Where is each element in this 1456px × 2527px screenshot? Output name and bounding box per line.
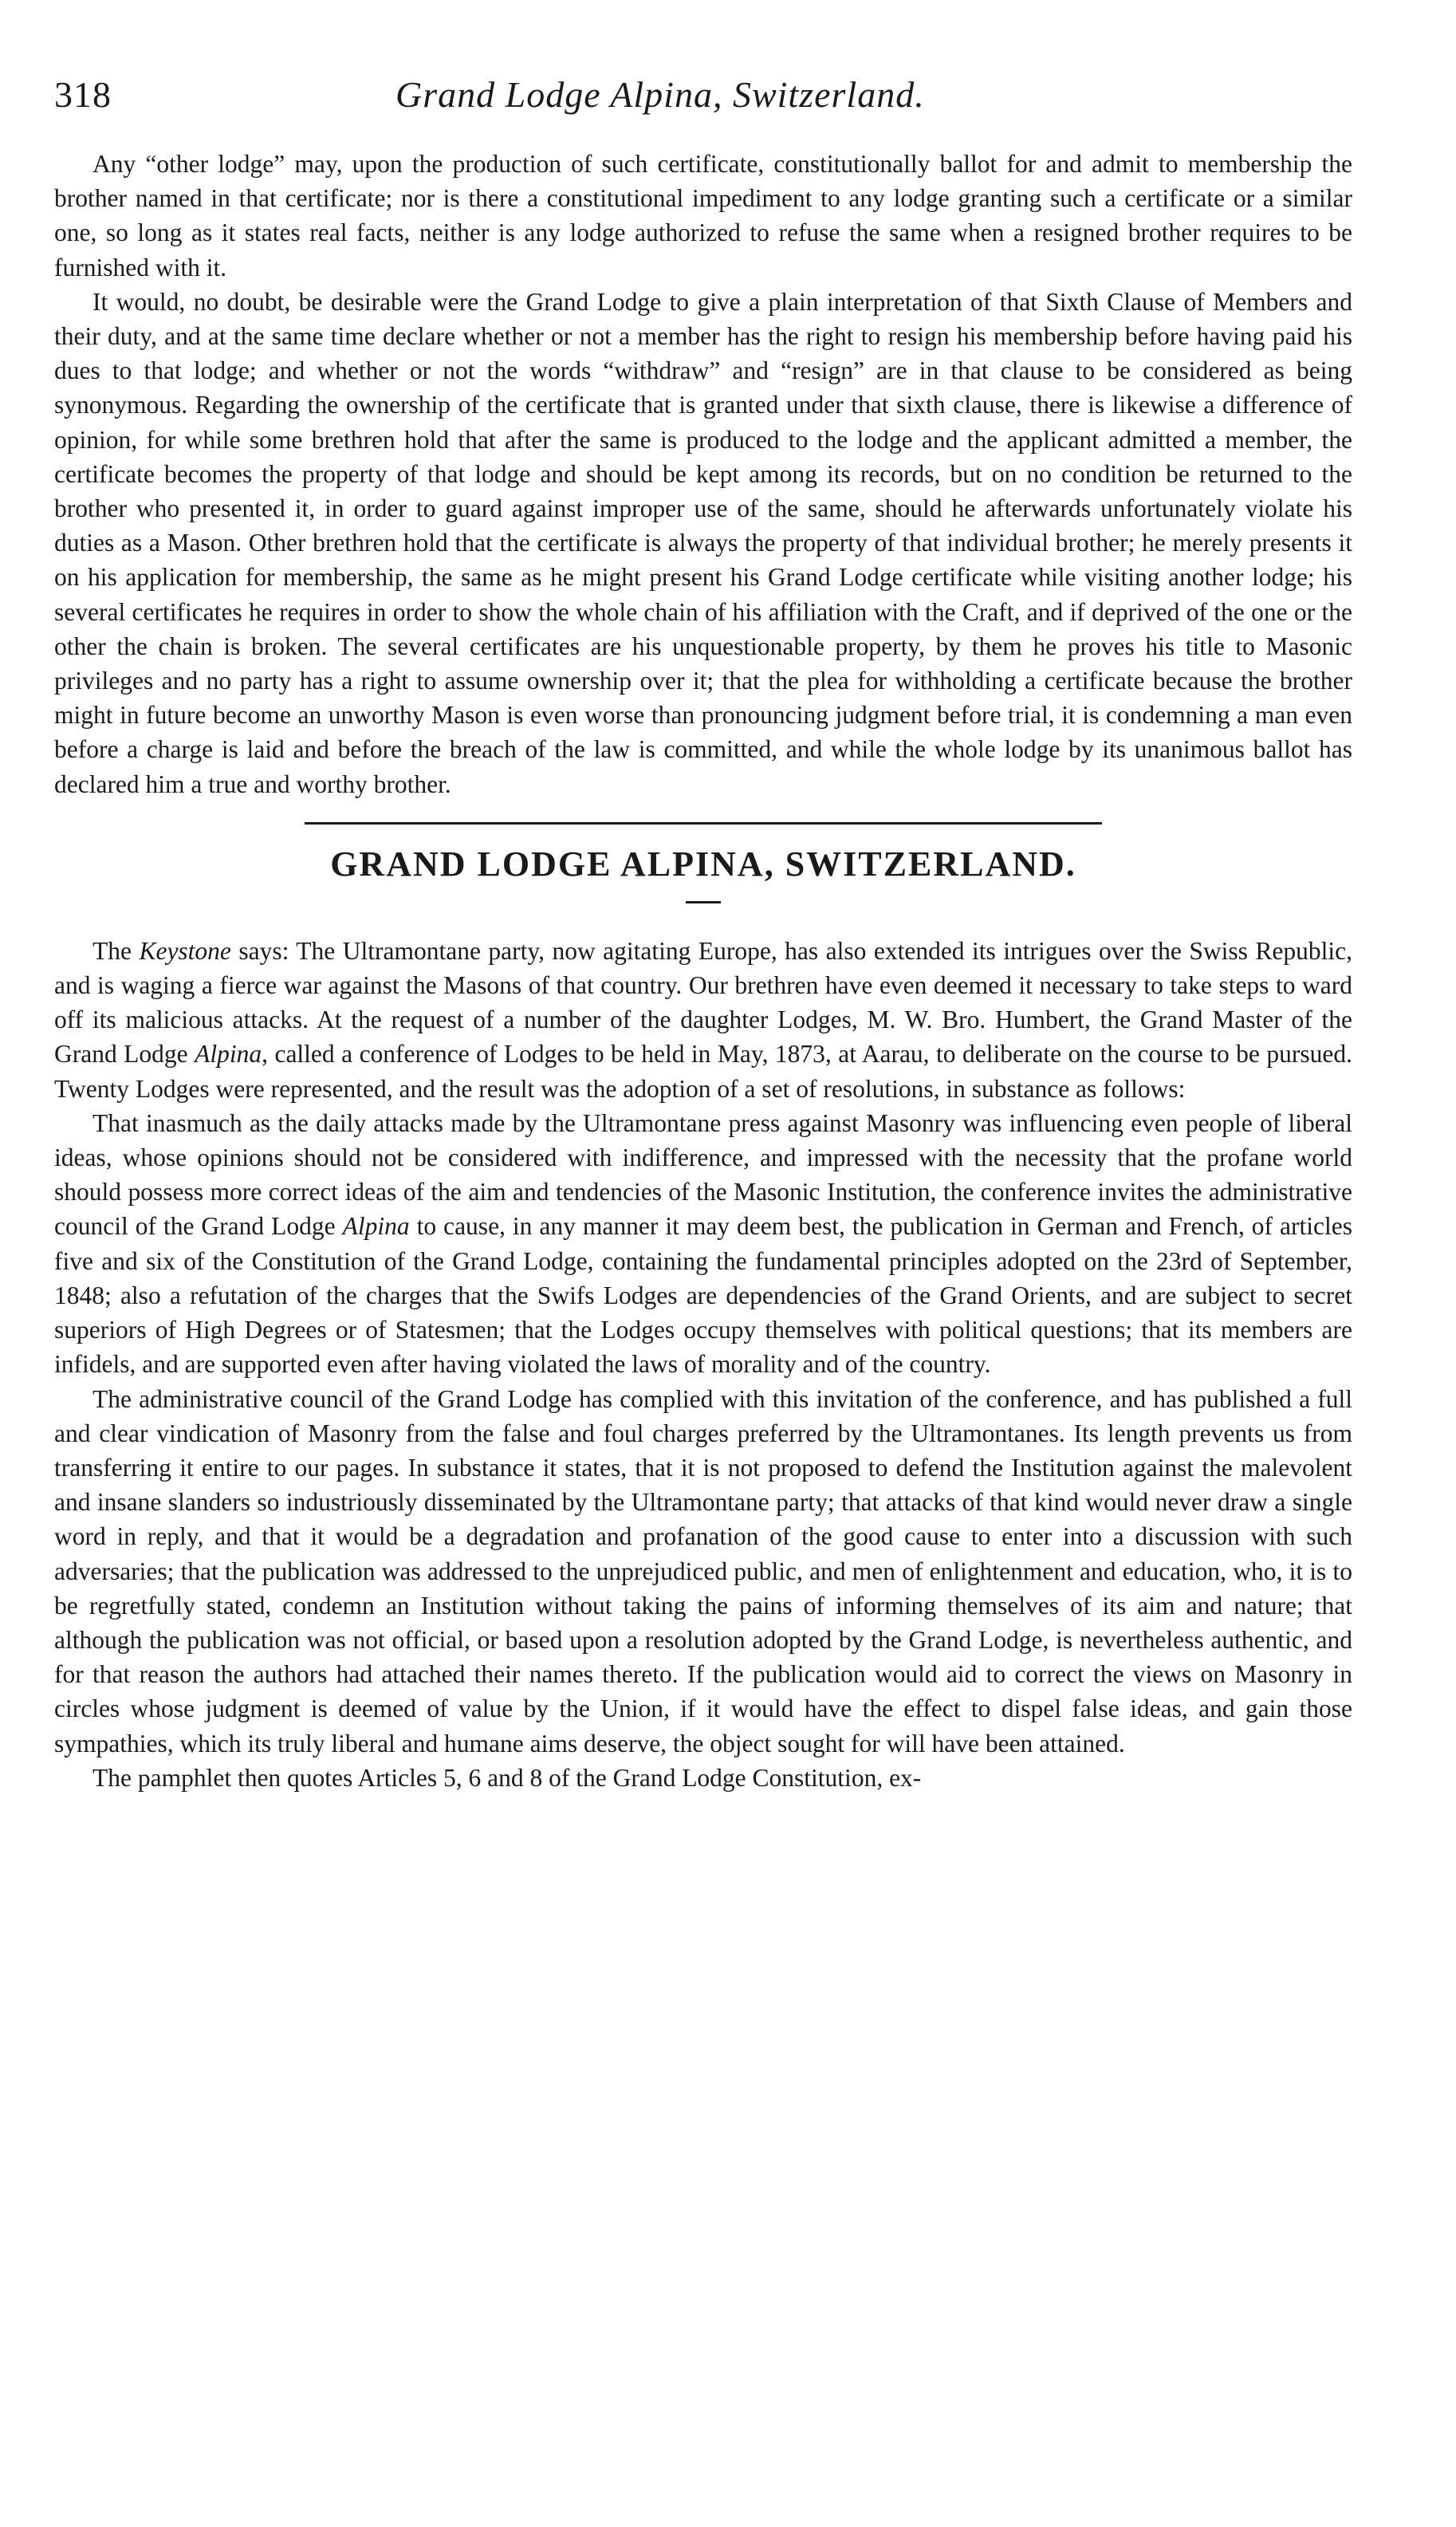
publication-name: Keystone xyxy=(139,936,231,965)
paragraph-certificate-ballot: Any “other lodge” may, upon the production of such certificate, constitutionally ballot for and admit to membership the brother named in that certificate; nor is there a constitutional impediment to any lodge granting such a certificate or a similar one, so long as it states real facts, neither is any lodge authorized to refuse the same when a resigned brother requires to be furnished with it. xyxy=(54,150,1352,281)
paragraph-resolution: That inasmuch as the daily attacks made by the Ultramontane press against Masonry was influencing even people of liberal ideas, whose opinions should not be considered with indifference, and impressed with the necessity that the profane world should possess more correct ideas of the aim and tendencies of the Masonic Institution, the conference invites the administrative council of the Grand Lodge Alpina to cause, in any manner it may deem best, the publication in German and French, of articles five and six of the Constitution of the Grand Lodge, containing the fundamental principles adopted on the 23rd of September, 1848; also a refutation of the charges that the Swifs Lodges are dependencies of the Grand Orients, and are subject to secret superiors of High Degrees or of Statesmen; that the Lodges occupy themselves with political questions; that its members are infidels, and are supported even after having violated the laws of morality and of the country. xyxy=(54,1108,1352,1379)
paragraph-administrative-council: The administrative council of the Grand Lodge has complied with this invitation of the conference, and has published a full and clear vindication of Masonry from the false and foul charges preferred by the Ultramontanes. Its length prevents us from transferring it entire to our pages. In substance it states, that it is not proposed to defend the Institution against the malevolent and insane slanders so industriously disseminated by the Ultramontane party; that attacks of that kind would never draw a single word in reply, and that it would be a degradation and profanation of the good cause to enter into a discussion with such adversaries; that the publication was addressed to the unprejudiced public, and men of enlightenment and education, who, it is to be regretfully stated, condemn an Institution without taking the pains of informing themselves of its aim and nature; that although the publication was not official, or based upon a resolution adopted by the Grand Lodge, is nevertheless authentic, and for that reason the authors had attached their names thereto. If the publication would aid to correct the views on Masonry in circles whose judgment is deemed of value by the Union, if it would have the effect to dispel false ideas, and gain those sympathies, which its truly liberal and humane aims deserve, the object sought for will have been attained. xyxy=(54,1384,1352,1757)
running-title: Grand Lodge Alpina, Switzerland. xyxy=(395,74,925,115)
lodge-name: Alpina xyxy=(195,1040,262,1069)
paragraph-keystone: The Keystone says: The Ultramontane party, now agitating Europe, has also extended its intrigues over the Swiss Republic, and is waging a fierce war against the Masons of that country. Our brethren have even deemed it necessary to take steps to ward off its malicious attacks. At the request of a number of the daughter Lodges, M. W. Bro. Humbert, the Grand Master of the Grand Lodge Alpina, called a conference of Lodges to be held in May, 1873, at Aarau, to deliberate on the course to be pursued. Twenty Lodges were represented, and the result was the adoption of a set of resolutions, in substance as follows: xyxy=(54,936,1352,1103)
section-heading: GRAND LODGE ALPINA, SWITZERLAND. xyxy=(330,844,1076,884)
heading-underline xyxy=(686,901,721,903)
paragraph-pamphlet: The pamphlet then quotes Articles 5, 6 and 8 of the Grand Lodge Constitution, ex- xyxy=(92,1763,922,1792)
running-head xyxy=(54,73,1352,129)
page-number: 318 xyxy=(54,74,112,115)
paragraph-sixth-clause: It would, no doubt, be desirable were the Grand Lodge to give a plain interpretation of that Sixth Clause of Members and their duty, and at the same time declare whether or not a member has the right to resign his membership before having paid his dues to that lodge; and whether or not the words “withdraw” and “resign” are in that clause to be considered as being synonymous. Regarding the ownership of the certificate that is granted under that sixth clause, there is likewise a difference of opinion, for while some brethren hold that after the same is produced to the lodge and the applicant admitted a member, the certificate becomes the property of that lodge and should be kept among its records, but on no condition be returned to the brother who presented it, in order to guard against improper use of the same, should he afterwards unfortunately violate his duties as a Mason. Other brethren hold that the certificate is always the property of that individual brother; he merely presents it on his application for membership, the same as he might present his Grand Lodge certificate while visiting another lodge; his several certificates he requires in order to show the whole chain of his affiliation with the Craft, and if deprived of the one or the other the chain is broken. The several certificates are his unquestionable property, by them he proves his title to Masonic privileges and no party has a right to assume ownership over it; that the plea for withholding a certificate because the brother might in future become an unworthy Mason is even worse than pronouncing judgment before trial, it is condemning a man even before a charge is laid and before the breach of the law is committed, and while the whole lodge by its unanimous ballot has declared him a true and worthy brother. xyxy=(54,287,1352,798)
lodge-name: Alpina xyxy=(342,1212,410,1241)
section-divider xyxy=(305,822,1102,825)
book-page xyxy=(54,73,1352,1795)
